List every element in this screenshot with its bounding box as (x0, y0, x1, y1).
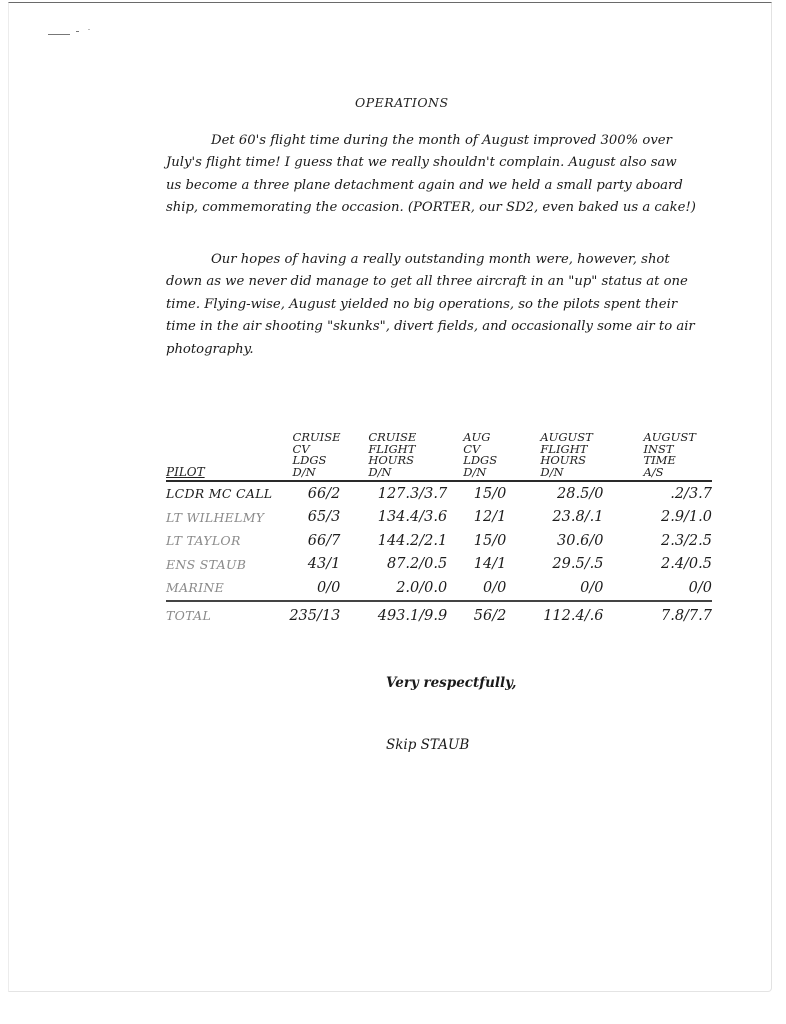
august-flight-hours: 0/0 (580, 579, 604, 596)
table-total-row (166, 601, 712, 630)
total-aug-cv-ldgs: 56/2 (473, 607, 507, 624)
pilot-name: LT WILHELMY (166, 509, 265, 525)
signature: Skip STAUB (386, 737, 470, 753)
total-august-flight-hours: 112.4/.6 (543, 607, 604, 624)
august-inst-time: .2/3.7 (670, 485, 712, 502)
aug-cv-ldgs: 0/0 (483, 579, 507, 596)
cruise-flight-hours: 134.4/3.6 (377, 509, 448, 526)
paragraph-hopes (166, 249, 696, 361)
header-line: LDGS (292, 453, 327, 467)
flight-stats-table (166, 432, 712, 630)
pilot-name: LCDR MC CALL (166, 486, 273, 502)
header-line: HOURS (540, 453, 587, 467)
paragraph-flight-time (166, 130, 696, 220)
header-cruise-cv-ldgs (289, 432, 345, 481)
cruise-cv-ldgs: 65/3 (307, 509, 341, 526)
header-line: D/N (368, 464, 392, 479)
header-line: AUGUST (540, 430, 593, 444)
header-line: FLIGHT (540, 441, 588, 456)
header-line: D/N (463, 464, 487, 479)
header-cruise-flight-hours (344, 432, 449, 481)
header-line: CRUISE (368, 430, 417, 444)
total-cruise-flight-hours: 493.1/9.9 (377, 607, 448, 624)
aug-cv-ldgs: 15/0 (473, 485, 507, 502)
paragraph-1-text: Det 60's flight time during the month of August improved 300% over July's flight time! I guess that we really shouldn't complain. August also saw us become a three plane detachment again and we held a small party aboard ship, commemorating the occasion. (PORTER, our SD2, even baked us a cake!) (166, 133, 696, 216)
cruise-flight-hours: 127.3/3.7 (377, 485, 448, 502)
table-row (166, 529, 712, 553)
header-line: CRUISE (292, 430, 341, 444)
document-title: OPERATIONS (355, 95, 449, 110)
total-label: TOTAL (166, 608, 212, 623)
table-header-row (166, 432, 712, 481)
header-august-flight-hours (510, 432, 615, 481)
scan-speck (88, 29, 90, 30)
header-line: LDGS (463, 453, 498, 467)
header-line: FLIGHT (368, 441, 416, 456)
august-flight-hours: 28.5/0 (557, 485, 604, 502)
august-flight-hours: 23.8/.1 (552, 509, 604, 526)
header-pilot (166, 432, 289, 481)
header-line: HOURS (368, 453, 415, 467)
august-inst-time: 2.3/2.5 (660, 532, 712, 549)
header-line: D/N (292, 464, 316, 479)
header-line: PILOT (166, 464, 205, 479)
header-line: AUGUST (643, 430, 696, 444)
header-aug-cv-ldgs (449, 432, 510, 481)
scan-speck (48, 34, 70, 35)
closing-line: Very respectfully, (386, 675, 517, 691)
table-row (166, 481, 712, 506)
cruise-flight-hours: 144.2/2.1 (377, 532, 448, 549)
total-cruise-cv-ldgs: 235/13 (289, 607, 341, 624)
cruise-cv-ldgs: 66/2 (307, 485, 341, 502)
pilot-name: LT TAYLOR (166, 533, 241, 549)
header-line: A/S (643, 464, 664, 479)
paragraph-2-text: Our hopes of having a really outstanding month were, however, shot down as we never did manage to get all three aircraft in an "up" status at one time. Flying-wise, August yielded no big operations, so the pilots spent their time in the air shooting "skunks", divert fields, and occasionally some air to air photography. (166, 252, 695, 357)
header-line: TIME (643, 453, 676, 467)
august-inst-time: 2.9/1.0 (660, 509, 712, 526)
cruise-cv-ldgs: 66/7 (307, 532, 341, 549)
table-row (166, 553, 712, 577)
header-line: CV (463, 441, 481, 456)
aug-cv-ldgs: 12/1 (473, 509, 507, 526)
cruise-flight-hours: 2.0/0.0 (396, 579, 448, 596)
cruise-cv-ldgs: 43/1 (307, 556, 341, 573)
table-row (166, 506, 712, 530)
header-line: AUG (463, 430, 491, 444)
scan-speck (76, 31, 79, 32)
august-inst-time: 0/0 (688, 579, 712, 596)
aug-cv-ldgs: 14/1 (473, 556, 507, 573)
header-august-inst-time (615, 432, 712, 481)
cruise-flight-hours: 87.2/0.5 (386, 556, 448, 573)
total-august-inst-time: 7.8/7.7 (660, 607, 712, 624)
cruise-cv-ldgs: 0/0 (316, 579, 341, 596)
header-line: INST (643, 441, 674, 456)
pilot-name: MARINE (166, 580, 225, 596)
table-row (166, 576, 712, 601)
august-inst-time: 2.4/0.5 (660, 556, 712, 573)
header-line: D/N (540, 464, 564, 479)
aug-cv-ldgs: 15/0 (473, 532, 507, 549)
header-line: CV (292, 441, 310, 456)
pilot-name: ENS STAUB (166, 556, 247, 572)
august-flight-hours: 29.5/.5 (552, 556, 604, 573)
august-flight-hours: 30.6/0 (557, 532, 604, 549)
